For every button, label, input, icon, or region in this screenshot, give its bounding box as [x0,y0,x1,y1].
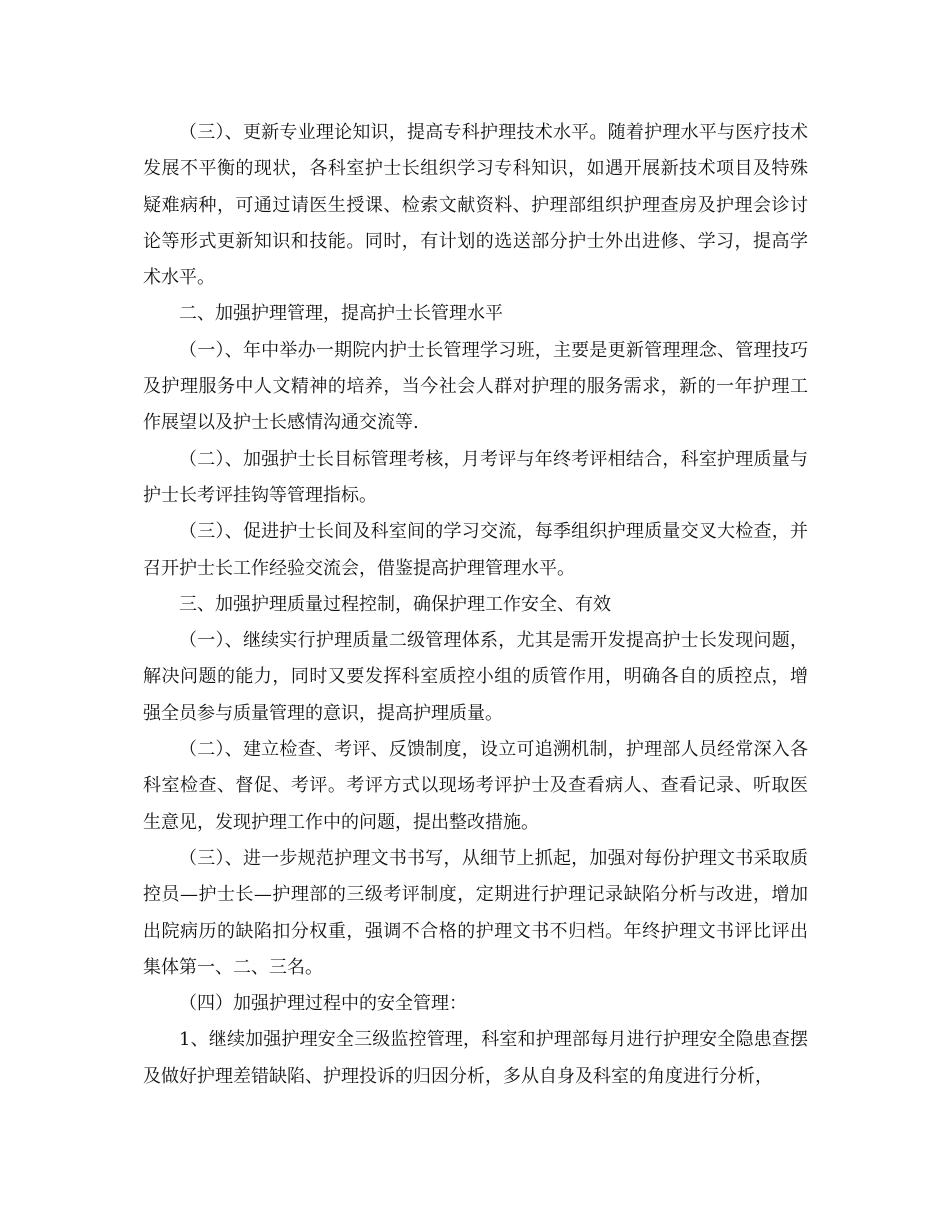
paragraph-training-class: （一）、年中举办一期院内护士长管理学习班，主要是更新管理理念、管理技巧及护理服务中人文精神的培养，当今社会人群对护理的服务需求，新的一年护理工作展望以及护士长感情沟通交流等. [143,339,808,434]
document-body [143,115,808,1095]
paragraph-inspection-feedback: （二）、建立检查、考评、反馈制度，设立可追溯机制，护理部人员经常深入各科室检查、督促、考评。考评方式以现场考评护士及查看病人、查看记录、听取医生意见，发现护理工作中的问题，提出整改措施。 [143,739,808,833]
section-heading-head-nurse-management: 二、加强护理管理，提高护士长管理水平 [179,303,503,325]
paragraph-target-assessment: （二）、加强护士长目标管理考核，月考评与年终考评相结合，科室护理质量与护士长考评挂钩等管理指标。 [143,448,808,506]
paragraph-three-level-monitoring: 1、继续加强护理安全三级监控管理，科室和护理部每月进行护理安全隐患查摆及做好护理差错缺陷、护理投诉的归因分析，多从自身及科室的角度进行分析， [143,1029,808,1087]
paragraph-learning-exchange: （三）、促进护士长间及科室间的学习交流，每季组织护理质量交叉大检查，并召开护士长工作经验交流会，借鉴提高护理管理水平。 [143,521,808,579]
paragraph-nursing-documents: （三）、进一步规范护理文书书写，从细节上抓起，加强对每份护理文书采取质控员—护士长—护理部的三级考评制度，定期进行护理记录缺陷分析与改进，增加出院病历的缺陷扣分权重，强调不合格的护理文书不归档。年终护理文书评比评出集体第一、二、三名。 [143,847,808,978]
paragraph-safety-management: （四）加强护理过程中的安全管理： [179,993,467,1015]
section-heading-quality-control: 三、加强护理质量过程控制，确保护理工作安全、有效 [179,593,611,615]
paragraph-two-level-management: （一）、继续实行护理质量二级管理体系，尤其是需开发提高护士长发现问题，解决问题的能力，同时又要发挥科室质控小组的质管作用，明确各自的质控点，增强全员参与质量管理的意识，提高护理质量。 [143,630,808,724]
paragraph-specialty-knowledge: （三）、更新专业理论知识，提高专科护理技术水平。随着护理水平与医疗技术发展不平衡的现状，各科室护士长组织学习专科知识，如遇开展新技术项目及特殊疑难病种，可通过请医生授课、检索文献资料、护理部组织护理查房及护理会诊讨论等形式更新知识和技能。同时，有计划的选送部分护士外出进修、学习，提高学术水平。 [143,122,808,289]
